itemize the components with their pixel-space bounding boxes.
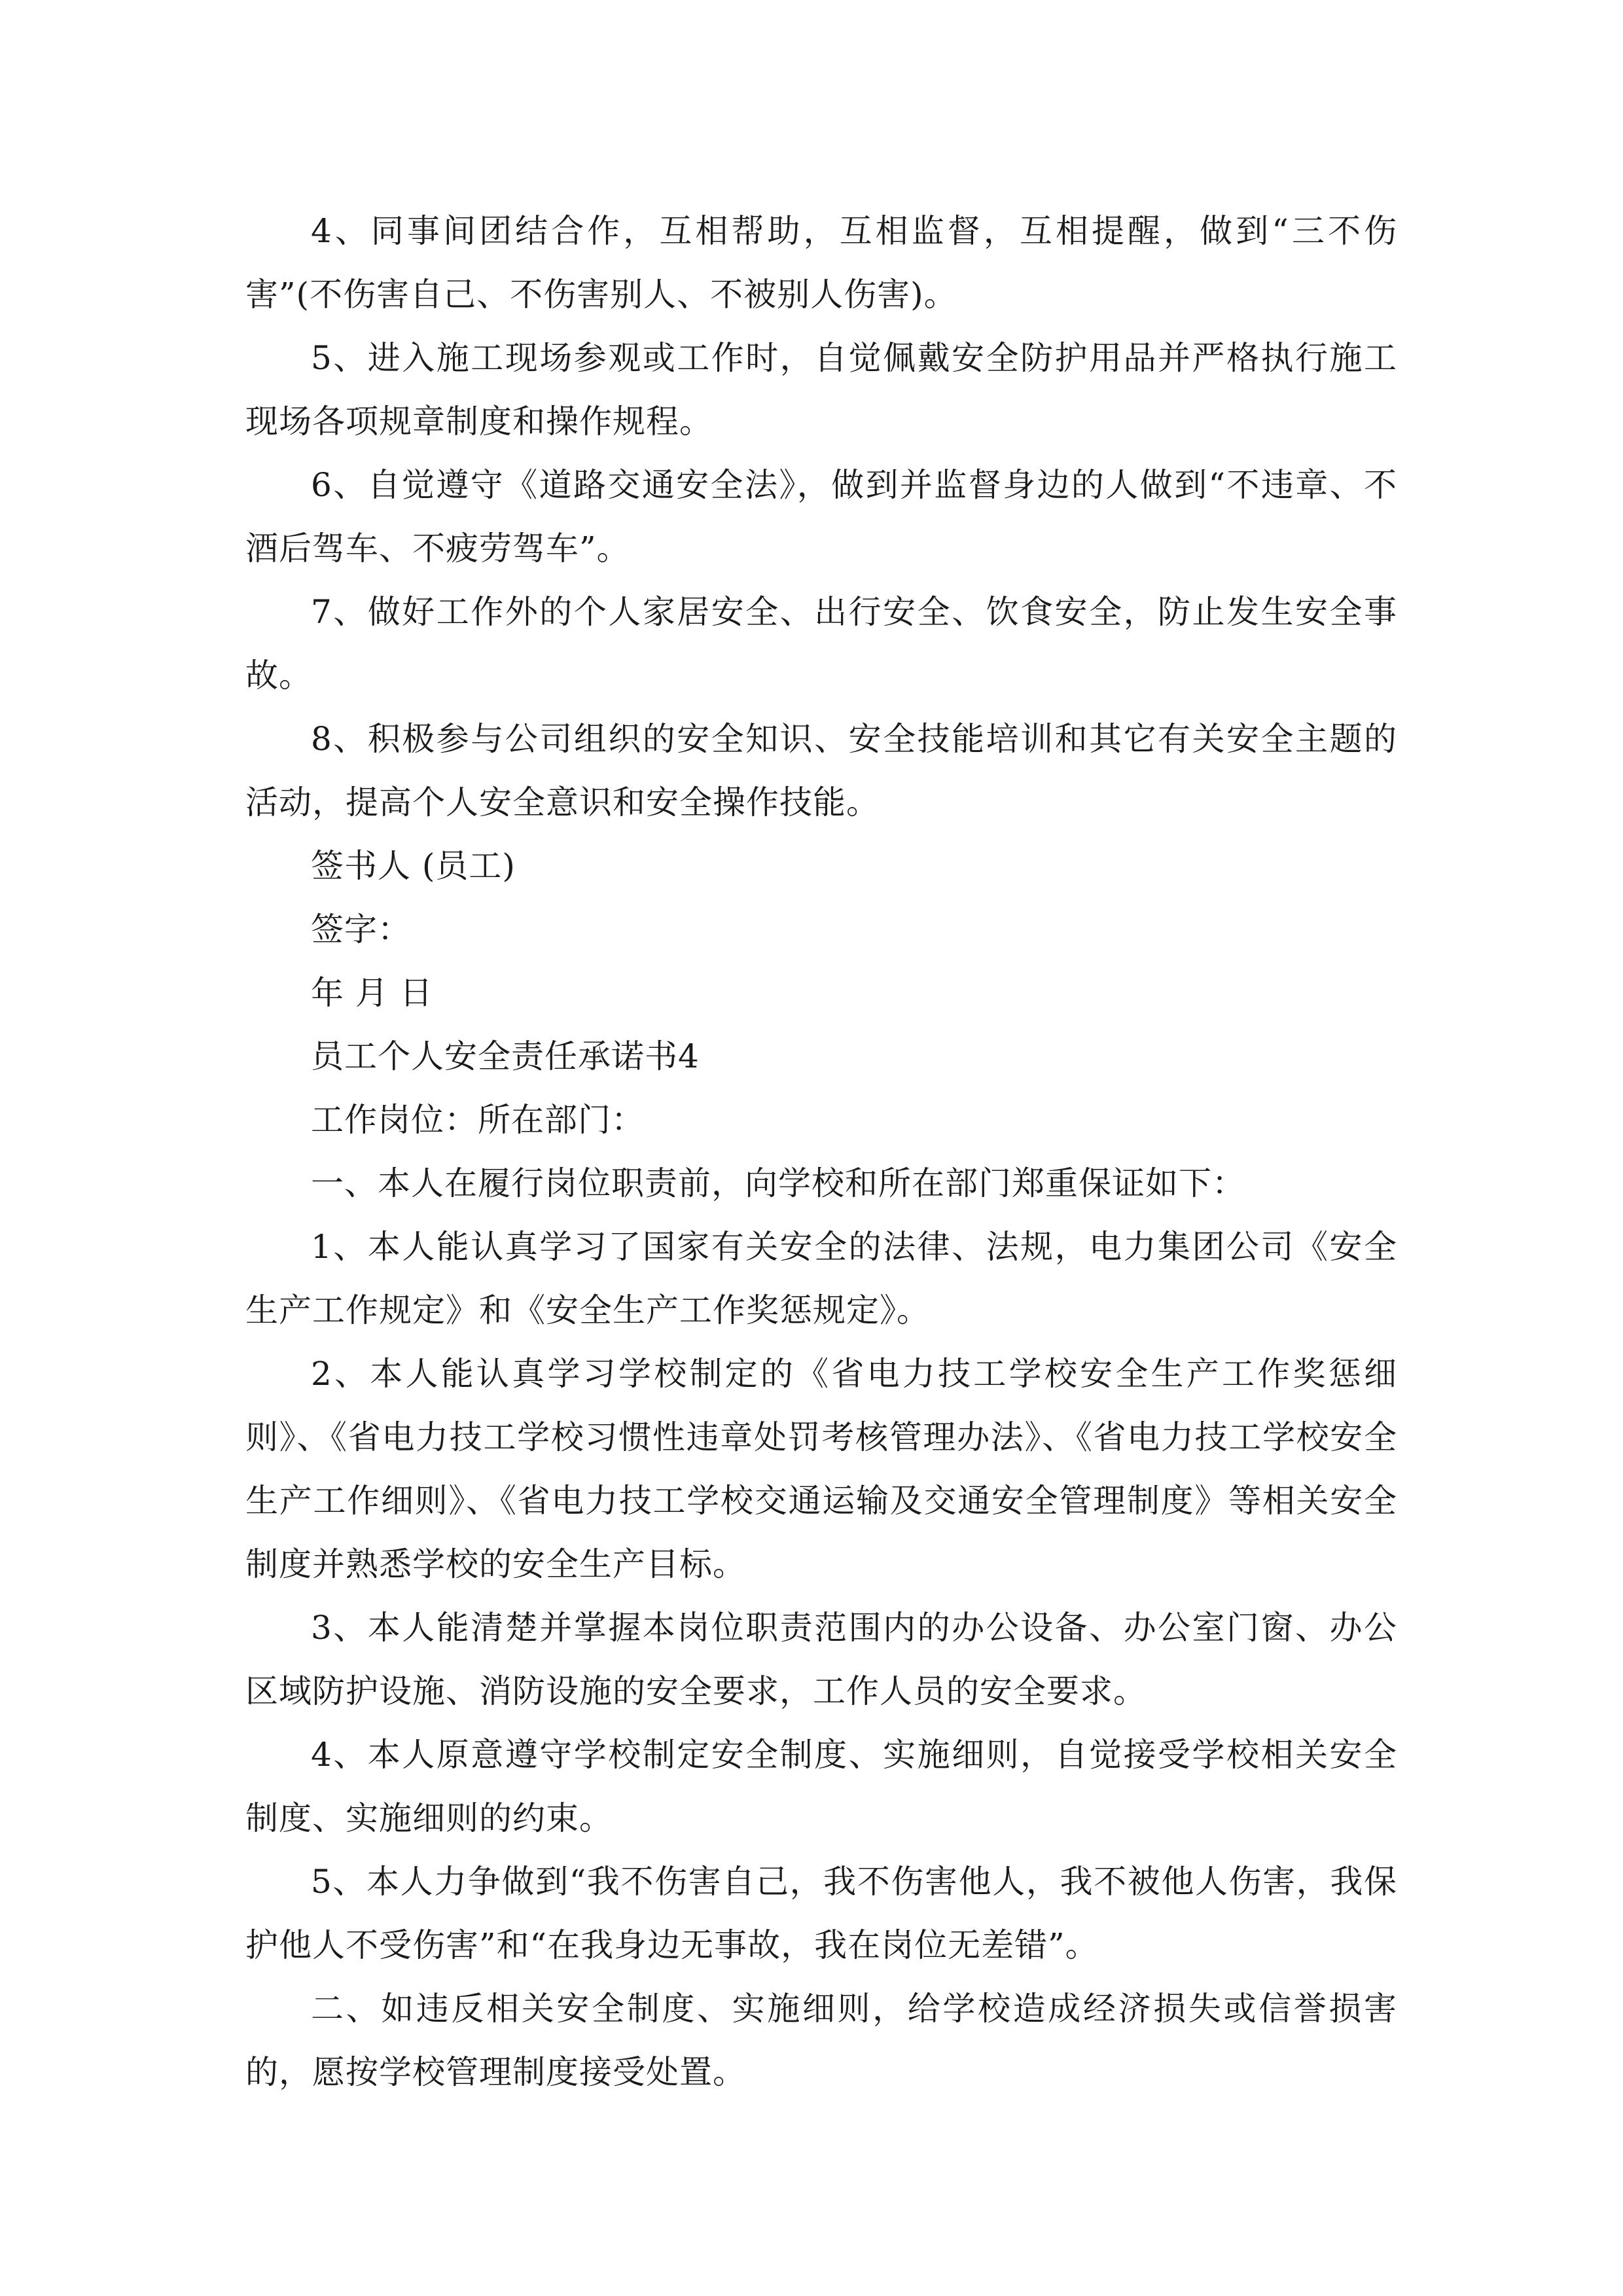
pledge-item-1: 1、本人能认真学习了国家有关安全的法律、法规，电力集团公司《安全生产工作规定》和《安全生产工作奖惩规定》。: [245, 1228, 1397, 1329]
pledge-intro: 一、本人在履行岗位职责前，向学校和所在部门郑重保证如下：: [311, 1164, 1245, 1202]
clause-7-personal-safety: 7、做好工作外的个人家居安全、出行安全、饮食安全，防止发生安全事故。: [245, 593, 1397, 694]
pledge-item-3: 3、本人能清楚并掌握本岗位职责范围内的办公设备、办公室门窗、办公区域防护设施、消防设施的安全要求，工作人员的安全要求。: [245, 1609, 1397, 1710]
clause-4-teamwork: 4、同事间团结合作，互相帮助，互相监督，互相提醒，做到“三不伤害”(不伤害自己、不伤害别人、不被别人伤害)。: [245, 212, 1397, 314]
clause-6-traffic-law: 6、自觉遵守《道路交通安全法》，做到并监督身边的人做到“不违章、不酒后驾车、不疲劳驾车”。: [245, 466, 1397, 567]
clause-5-site-safety: 5、进入施工现场参观或工作时，自觉佩戴安全防护用品并严格执行施工现场各项规章制度和操作规程。: [245, 339, 1397, 440]
date-line: 年 月 日: [311, 974, 433, 1012]
pledge-item-4: 4、本人原意遵守学校制定安全制度、实施细则，自觉接受学校相关安全制度、实施细则的约束。: [245, 1736, 1397, 1837]
signatory-label: 签书人 (员工): [311, 847, 516, 885]
signature-label: 签字：: [311, 910, 411, 948]
pledge-item-5: 5、本人力争做到“我不伤害自己，我不伤害他人，我不被他人伤害，我保护他人不受伤害”和“在我身边无事故，我在岗位无差错”。: [245, 1863, 1397, 1964]
position-department-line: 工作岗位：所在部门：: [311, 1101, 645, 1139]
document-body: [245, 200, 1397, 2104]
pledge-item-2: 2、本人能认真学习学校制定的《省电力技工学校安全生产工作奖惩细则》、《省电力技工学校习惯性违章处罚考核管理办法》、《省电力技工学校安全生产工作细则》、《省电力技工学校交通运输及交通安全管理制度》等相关安全制度并熟悉学校的安全生产目标。: [245, 1355, 1397, 1583]
clause-8-training: 8、积极参与公司组织的安全知识、安全技能培训和其它有关安全主题的活动，提高个人安全意识和安全操作技能。: [245, 720, 1397, 821]
violation-clause: 二、如违反相关安全制度、实施细则，给学校造成经济损失或信誉损害的，愿按学校管理制度接受处置。: [245, 1990, 1397, 2091]
section-title: 员工个人安全责任承诺书4: [311, 1037, 700, 1075]
